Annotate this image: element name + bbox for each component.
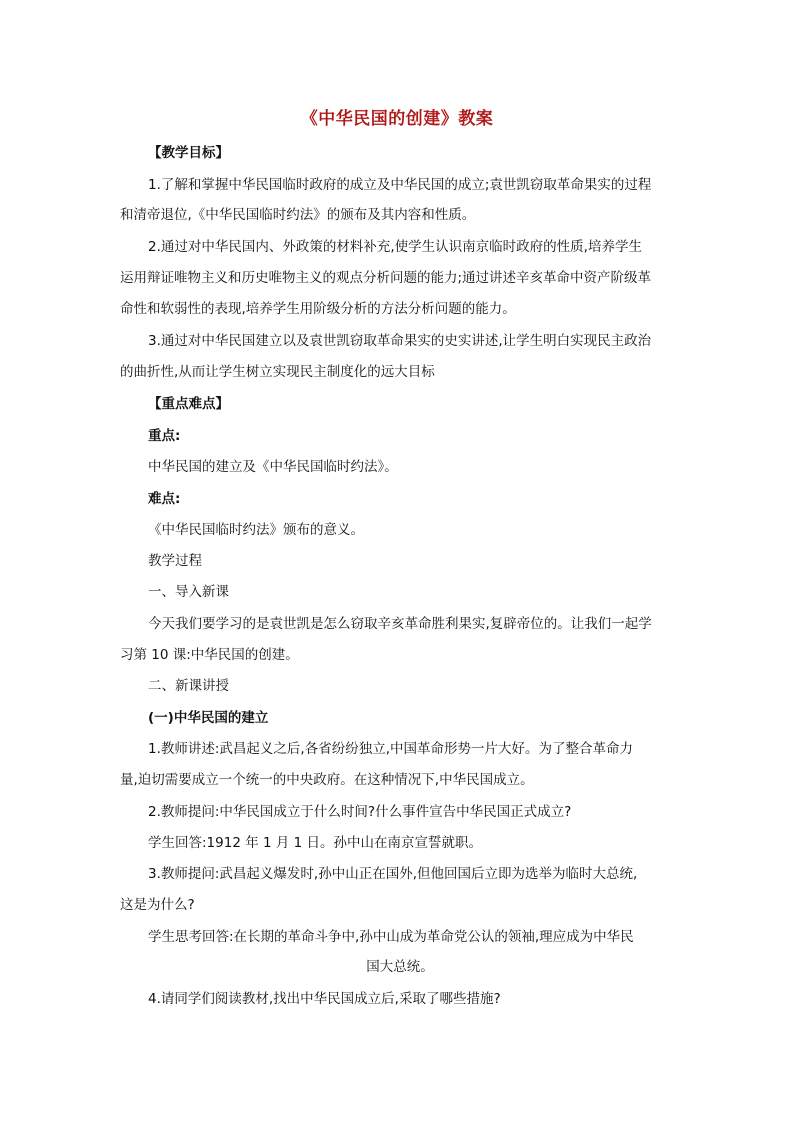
item-2-answer: 学生回答:1912 年 1 月 1 日。孙中山在南京宣誓就职。 [148,835,483,851]
key-label: 重点: [148,428,181,444]
difficult-label: 难点: [148,491,181,507]
objective-3-line-2: 的曲折性,从而让学生树立实现民主制度化的远大目标 [120,364,435,380]
intro-line-1: 今天我们要学习的是袁世凯是怎么窃取辛亥革命胜利果实,复辟帝位的。让我们一起学 [148,616,652,632]
new-lesson-heading: 二、新课讲授 [148,678,229,694]
objective-2-line-2: 运用辩证唯物主义和历史唯物主义的观点分析问题的能力;通过讲述辛亥革命中资产阶级革 [120,270,652,286]
intro-heading: 一、导入新课 [148,584,229,600]
intro-line-2: 习第 10 课:中华民国的创建。 [120,647,299,663]
objective-2-line-3: 命性和软弱性的表现,培养学生用阶级分析的方法分析问题的能力。 [120,301,516,317]
subsection-1-heading: (一)中华民国的建立 [148,710,269,726]
difficult-text: 《中华民国临时约法》颁布的意义。 [148,522,364,538]
item-1-line-2: 量,迫切需要成立一个统一的中央政府。在这种情况下,中华民国成立。 [120,772,534,788]
document-title: 《中华民国的创建》教案 [300,109,494,129]
keypoints-heading: 【重点难点】 [148,396,229,412]
item-3-answer-line-1: 学生思考回答:在长期的革命斗争中,孙中山成为革命党公认的领袖,理应成为中华民 [148,929,634,945]
objective-1-line-1: 1.了解和掌握中华民国临时政府的成立及中华民国的成立;袁世凯窃取革命果实的过程 [148,177,652,193]
item-4: 4.请同学们阅读教材,找出中华民国成立后,采取了哪些措施? [148,991,501,1007]
process-heading: 教学过程 [148,553,202,569]
item-1-line-1: 1.教师讲述:武昌起义之后,各省纷纷独立,中国革命形势一片大好。为了整合革命力 [148,741,634,757]
item-3-line-2: 这是为什么? [120,897,195,913]
objective-1-line-2: 和清帝退位,《中华民国临时约法》的颁布及其内容和性质。 [120,207,476,223]
item-3-answer-line-2: 国大总统。 [366,959,434,975]
objective-2-line-1: 2.通过对中华民国内、外政策的材料补充,使学生认识南京临时政府的性质,培养学生 [148,239,642,255]
objective-3-line-1: 3.通过对中华民国建立以及袁世凯窃取革命果实的史实讲述,让学生明白实现民主政治 [148,333,652,349]
key-text: 中华民国的建立及《中华民国临时约法》。 [148,459,398,475]
item-2-question: 2.教师提问:中华民国成立于什么时间?什么事件宣告中华民国正式成立? [148,804,572,820]
item-3-line-1: 3.教师提问:武昌起义爆发时,孙中山正在国外,但他回国后立即为选举为临时大总统, [148,866,638,882]
objectives-heading: 【教学目标】 [148,145,229,161]
